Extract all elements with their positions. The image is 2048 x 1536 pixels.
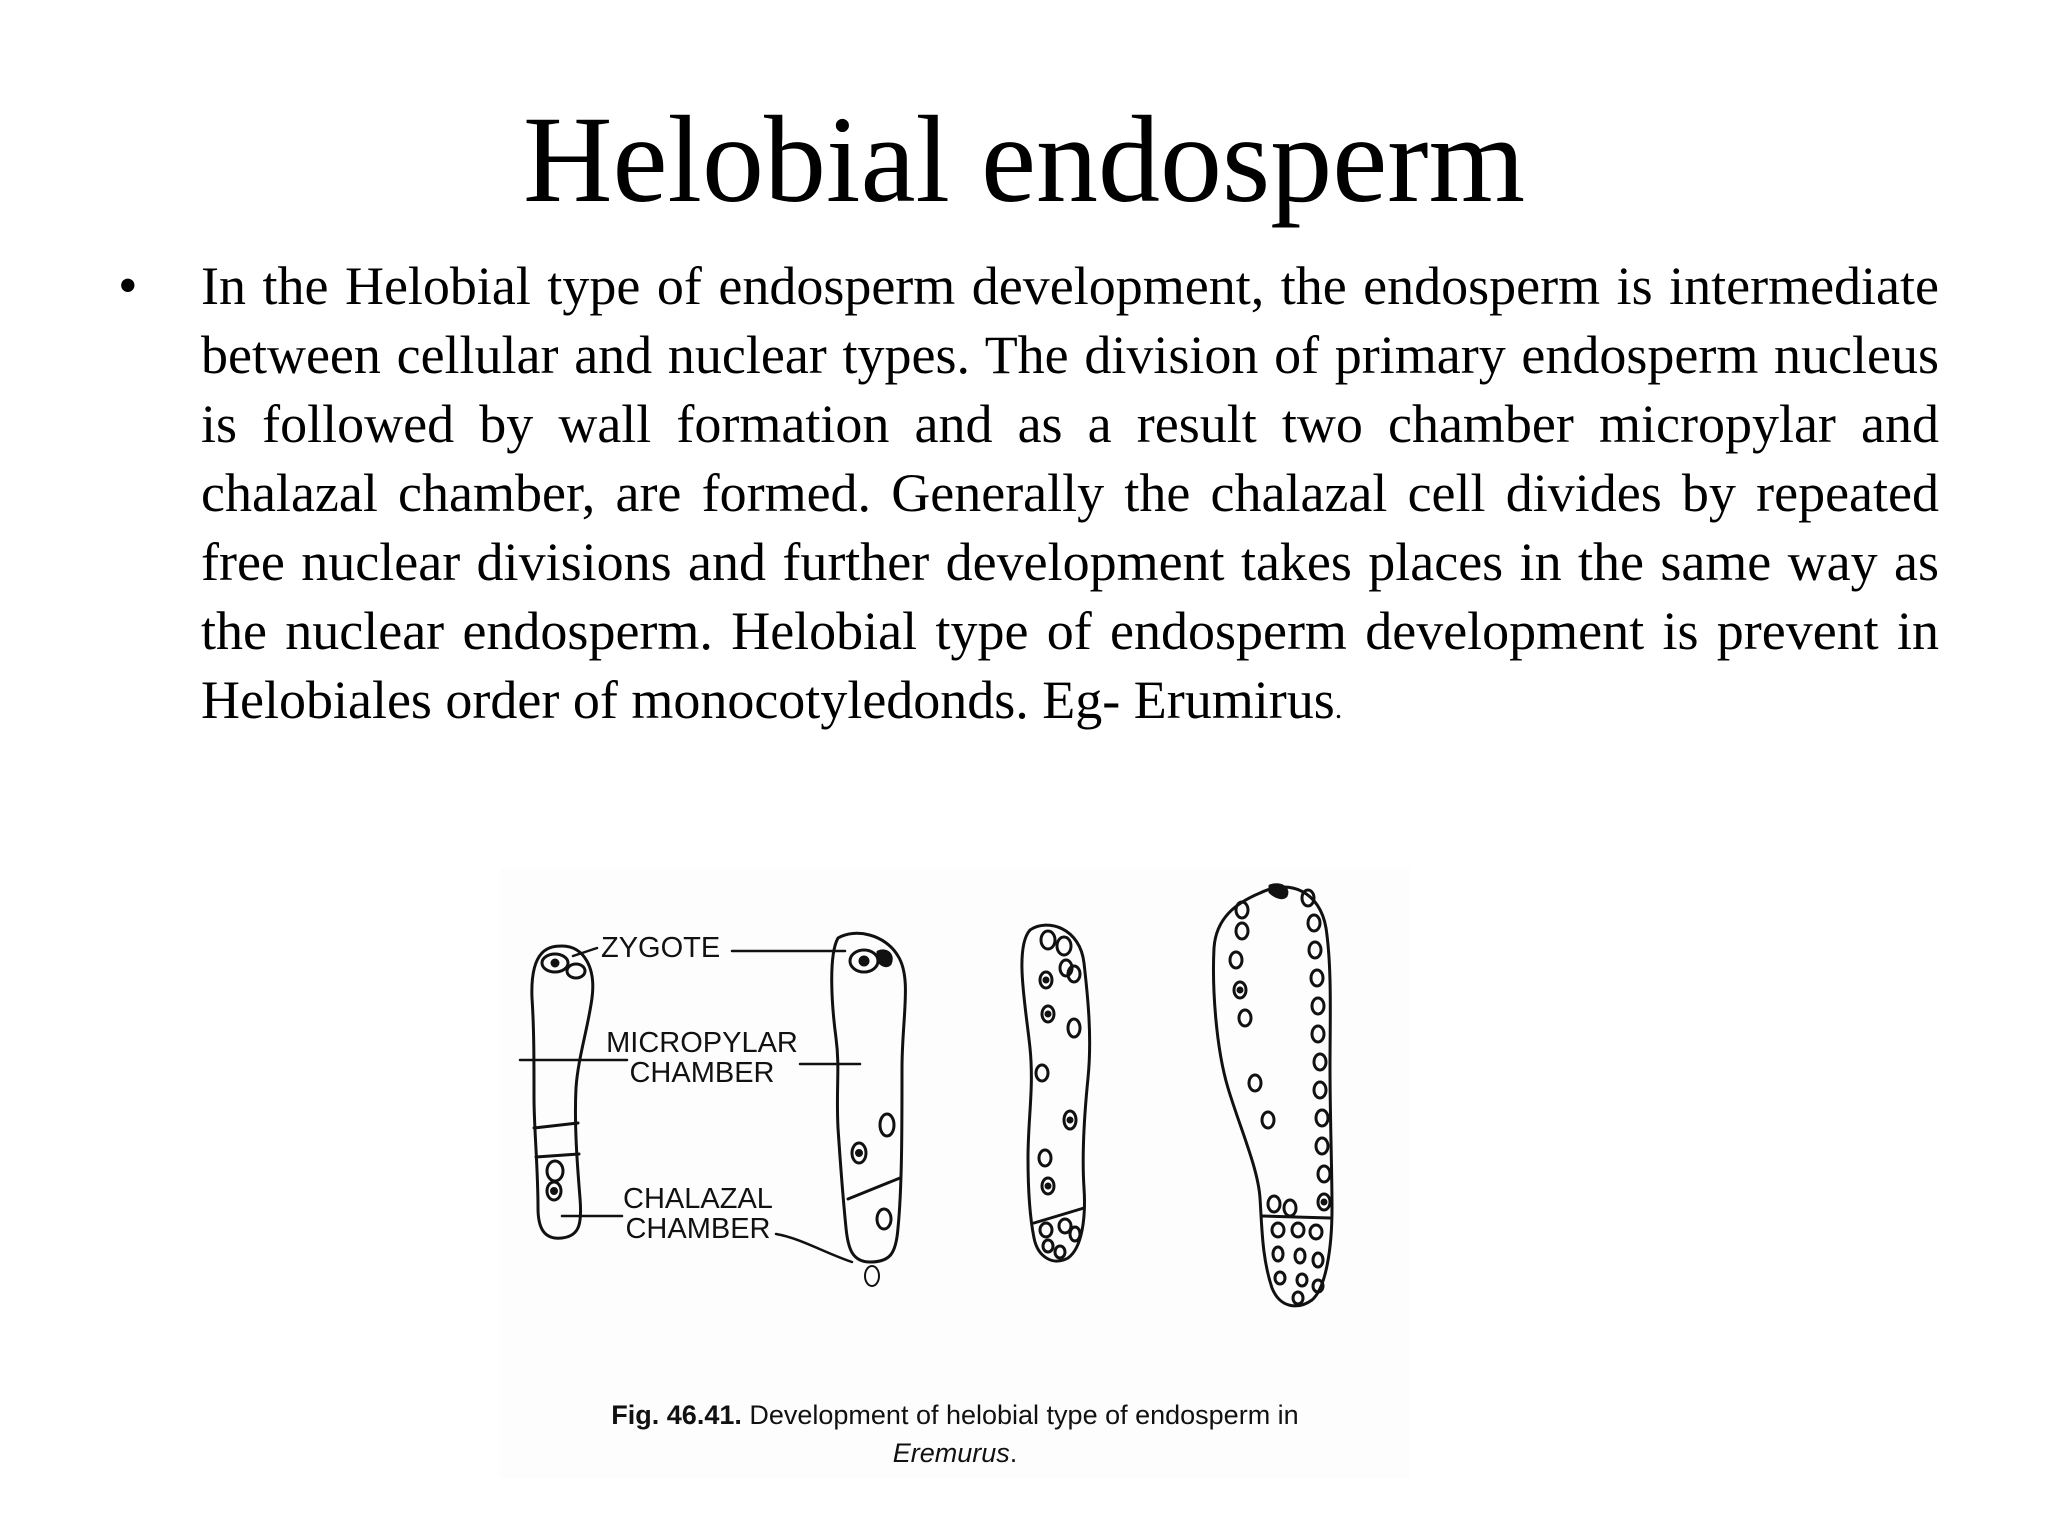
figure-caption-end: . [1009,1438,1018,1468]
endosperm-diagram [500,868,1410,1388]
bullet-text: In the Helobial type of endosperm development, the endosperm is intermediate between cellular and nuclear types. The division of primary endosperm nucleus is followed by wall formation and as a result two chamber micropylar and chalazal chamber, are formed. Generally the chalazal cell divides by repeated free nuclear divisions and further development takes places in the same way as the nuclear endosperm. Helobial type of endosperm development is prevent in Helobiales order of monocotyledonds. Eg- Erumirus [201,256,1939,730]
bullet-paragraph [201,252,1939,743]
slide-title: Helobial endosperm [522,91,1526,228]
stage-1-embryo-sac [532,946,593,1238]
chalazal-chamber-label-line2: CHAMBER [625,1213,771,1245]
figure-caption-text: Development of helobial type of endosperm in [741,1400,1299,1430]
stage-3-embryo-sac [1022,925,1090,1261]
figure-caption [500,1396,1410,1472]
chalazal-chamber-label-line1: CHALAZAL [623,1183,773,1215]
bullet-trailing-period: . [1334,692,1343,725]
stage-2-embryo-sac [832,933,906,1286]
micropylar-chamber-label-line1: MICROPYLAR [606,1027,798,1059]
bullet-marker: • [118,255,138,317]
zygote-label: ZYGOTE [601,932,721,964]
figure-caption-genus: Eremurus [892,1438,1010,1468]
micropylar-chamber-label-line2: CHAMBER [629,1057,775,1089]
figure-number: Fig. 46.41. [611,1400,742,1430]
endosperm-figure [500,868,1410,1478]
stage-4-embryo-sac [1214,885,1332,1306]
